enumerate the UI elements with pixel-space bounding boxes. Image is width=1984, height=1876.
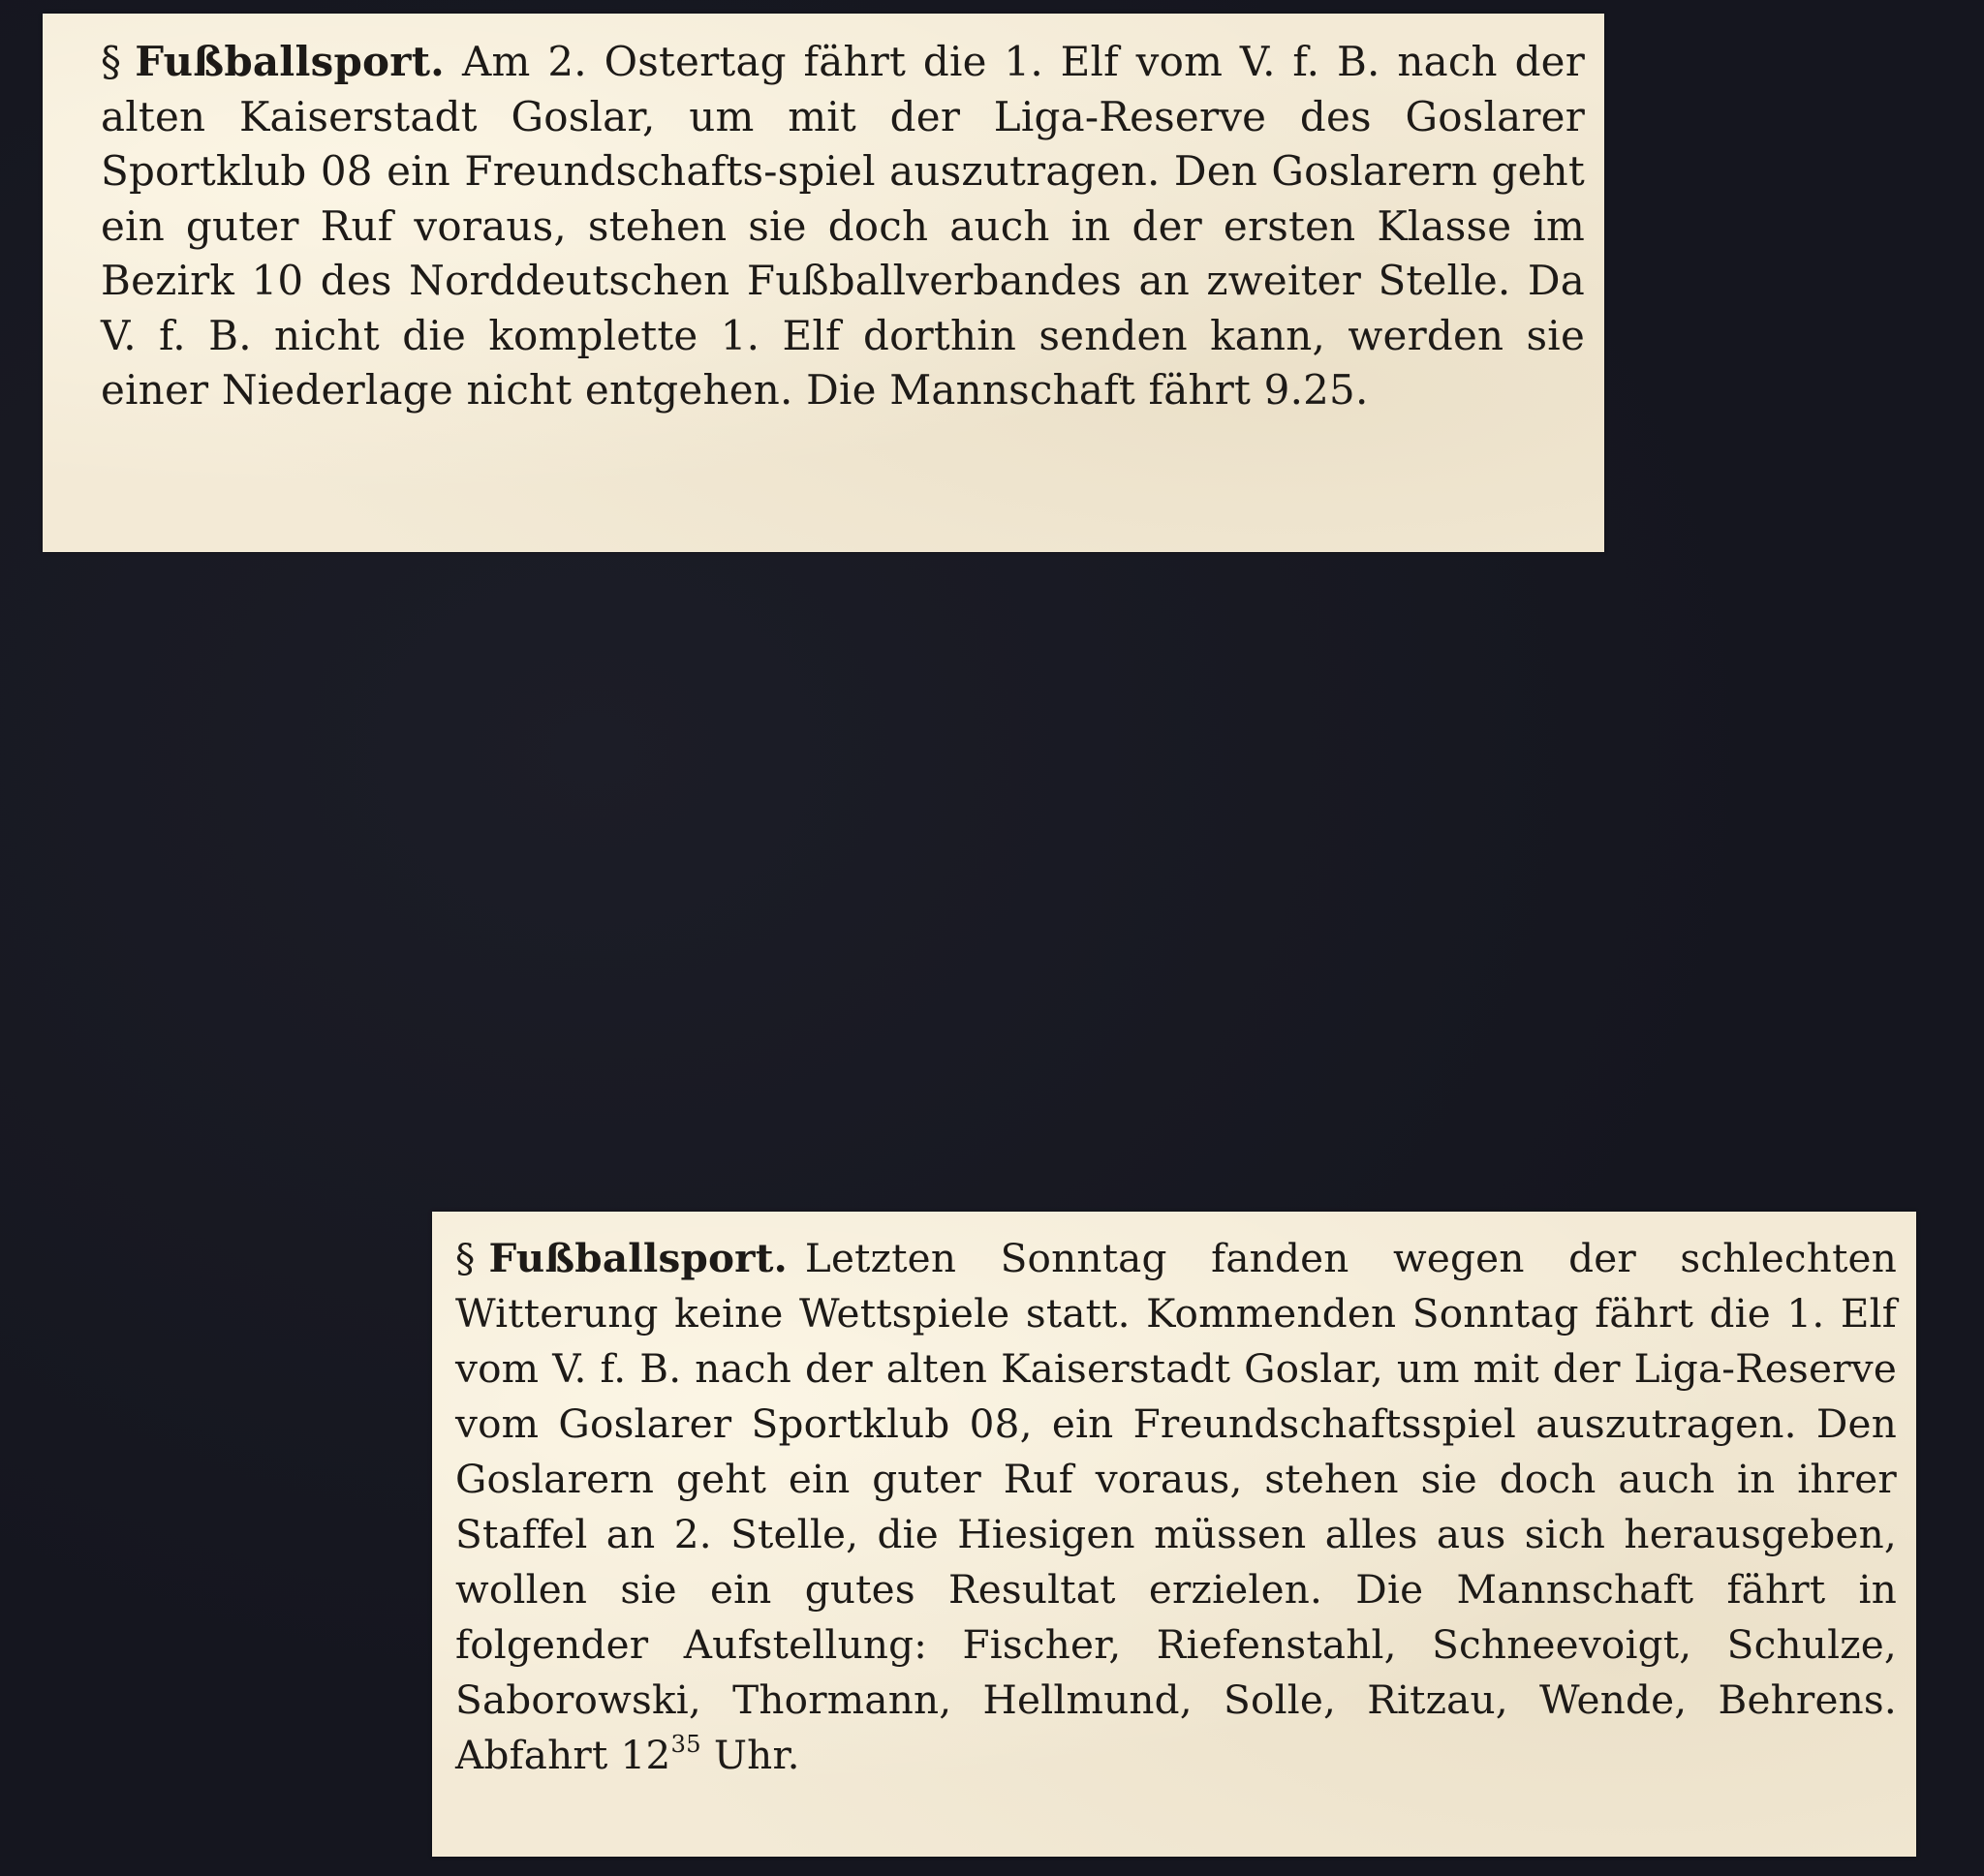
section-mark: § xyxy=(455,1235,476,1281)
clipping-2-article xyxy=(455,1231,1897,1783)
section-mark: § xyxy=(101,38,122,85)
article-body: Am 2. Ostertag fährt die 1. Elf vom V. f. B. nach der alten Kaiserstadt Goslar, um mit der Liga-Reserve des Goslarer Sportklub 08 ein Freundschafts-spiel auszutragen. Den Goslarern geht ein guter Ruf voraus, stehen sie doch auch in der ersten Klasse im Bezirk 10 des Norddeutschen Fußballverbandes an zweiter Stelle. Da V. f. B. nicht die komplette 1. Elf dorthin senden kann, werden sie einer Niederlage nicht entgehen. Die Mannschaft fährt 9.25. xyxy=(101,38,1585,414)
article-closing: Uhr. xyxy=(713,1732,800,1778)
clipping-1-article xyxy=(101,35,1585,418)
departure-time-superscript: 35 xyxy=(670,1730,701,1758)
newspaper-clipping-2 xyxy=(432,1212,1916,1857)
article-body: Letzten Sonntag fanden wegen der schlechten Witterung keine Wettspiele statt. Kommenden Sonntag fährt die 1. Elf vom V. f. B. nach der alten Kaiserstadt Goslar, um mit der Liga-Reserve vom Goslarer Sportklub 08, ein Freundschaftsspiel auszutragen. Den Goslarern geht ein guter Ruf voraus, stehen sie doch auch in ihrer Staffel an 2. Stelle, die Hiesigen müssen alles aus sich herausgeben, wollen sie ein gutes Resultat erzielen. Die Mannschaft fährt in folgender Aufstellung: Fischer, Riefenstahl, Schneevoigt, Schulze, Saborowski, Thormann, Hellmund, Solle, Ritzau, Wende, Behrens. Abfahrt 12 xyxy=(455,1235,1897,1778)
article-headline: Fußballsport. xyxy=(135,38,445,85)
newspaper-clipping-1 xyxy=(43,14,1604,552)
article-headline: Fußballsport. xyxy=(488,1235,788,1281)
